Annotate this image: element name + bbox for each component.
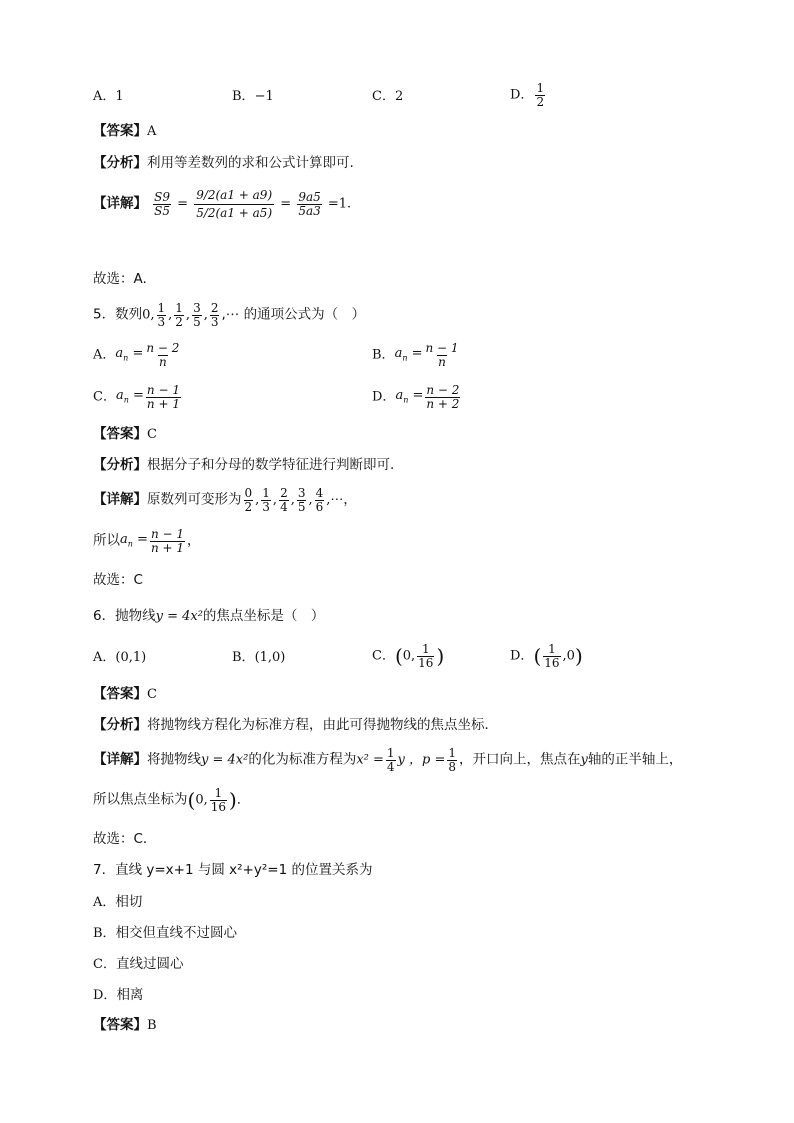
frac-den: 16 (210, 799, 226, 814)
conclusion-text: 故选：C． (93, 831, 157, 847)
stem-prefix: 6．抛物线 (93, 608, 156, 624)
conclusion-text: 故选：A. (93, 271, 147, 287)
frac-den: 4 (280, 499, 288, 514)
q5-option-a: A．$a_n$ = $\frac{n - 2}{n}$ (93, 341, 180, 369)
frac-den: 2 (175, 314, 183, 329)
detail-text: 原数列可变形为 (147, 491, 242, 508)
frac-num: S9 (154, 190, 170, 204)
seq-start: 0, (142, 307, 155, 323)
frac-den: 4 (386, 759, 395, 774)
frac-num: n − 2 (426, 383, 460, 397)
q6-option-a (93, 651, 146, 664)
frac-num: 1 (536, 81, 545, 95)
answer-tag: 【答案】 (93, 1017, 147, 1033)
option-letter: C． (93, 389, 116, 405)
frac-den: 5/2(a1 + a5) (196, 205, 273, 220)
option-value: ,0 (562, 648, 575, 664)
frac-den: 5a3 (298, 203, 321, 218)
q5-option-d: D．$a_n$ = $\frac{n - 2}{n + 2}$ (372, 383, 460, 411)
q6-detail (93, 747, 682, 773)
option-letter: C． (372, 89, 395, 104)
detail-frac-2 (261, 487, 271, 513)
frac-den: 5 (297, 499, 306, 514)
detail-axis: y (580, 752, 588, 768)
frac-num: 1 (548, 642, 556, 656)
line2-value: 0, (195, 792, 208, 808)
q6-line2: 所以焦点坐标为(0, $\frac{1}{16}$ )． (93, 786, 250, 814)
analysis-text: 利用等差数列的求和公式计算即可. (147, 155, 354, 171)
frac-num: n − 1 (425, 341, 459, 355)
q4-option-d (510, 82, 547, 108)
frac-den: 2 (244, 499, 253, 514)
line2-fraction (210, 787, 227, 813)
detail-text: ，开口向上，焦点在 (459, 751, 581, 768)
q5-so-line: 所以$a_n$ = $\frac{n - 1}{n + 1}$ ， (93, 527, 201, 555)
q4-analysis (93, 157, 354, 171)
option-value: 1 (115, 89, 124, 104)
option-letter: D． (510, 87, 534, 103)
option-text: 相离 (116, 987, 144, 1003)
q5-stem: 5．数列0, $\frac{1}{3}$ , $\frac{1}{2}$ , $\frac{3}{5}$ , $\frac{2}{3}$ ,⋯ 的通项公式为（ ） (93, 301, 366, 329)
seq-frac-3 (192, 302, 202, 328)
q4-conclusion (93, 273, 147, 287)
stem-text: 7．直线 y=x+1 与圆 x²+y²=1 的位置关系为 (93, 862, 373, 878)
analysis-text: 将抛物线方程化为标准方程，由此可得抛物线的焦点坐标． (147, 717, 498, 733)
detail-frac-5 (315, 487, 325, 513)
detail-text: 将抛物线 (147, 751, 201, 768)
option-letter: A． (93, 895, 116, 910)
so-fraction (150, 528, 185, 554)
option-fraction (425, 384, 460, 410)
option-fraction (535, 82, 545, 108)
frac-den: n + 1 (146, 396, 180, 411)
q6-answer (93, 688, 157, 702)
option-letter: A． (93, 89, 116, 104)
frac-num: 1 (214, 786, 223, 800)
option-letter: D． (372, 389, 396, 405)
q5-conclusion (93, 574, 143, 588)
option-text: 直线过圆心 (115, 956, 184, 972)
answer-tag: 【答案】 (93, 686, 147, 702)
analysis-tag: 【分析】 (93, 717, 147, 733)
detail-frac-1 (244, 487, 254, 513)
q7-option-b (93, 927, 237, 941)
frac-num: n − 2 (146, 341, 180, 355)
answer-tag: 【答案】 (93, 123, 147, 139)
detail-text: 的化为标准方程为 (248, 751, 357, 768)
detail-equation: y = 4x² (201, 752, 249, 768)
q7-option-a (93, 896, 142, 910)
q5-analysis (93, 459, 394, 473)
q7-option-c (93, 958, 183, 972)
detail-tag: 【详解】 (93, 195, 147, 212)
answer-value: C (147, 427, 157, 442)
frac-den: 3 (210, 314, 219, 329)
conclusion-text: 故选：C (93, 572, 143, 588)
q4-option-b (232, 90, 274, 103)
option-letter: B． (372, 347, 395, 363)
q5-detail: 【详解】原数列可变形为 $\frac{0}{2}$ , $\frac{1}{3}$ , $\frac{2}{4}$ , $\frac{3}{5}$ , $\frac{4}{6}$ ,⋯， (93, 486, 357, 514)
detail-tag: 【详解】 (93, 491, 147, 508)
frac-den: 3 (157, 314, 166, 329)
frac-num: 4 (315, 486, 324, 500)
detail-rhs-fraction (297, 191, 321, 217)
seq-frac-2 (174, 302, 184, 328)
detail-frac-2 (447, 747, 457, 773)
frac-den: 2 (536, 94, 545, 109)
frac-num: 2 (210, 301, 219, 315)
frac-num: 1 (421, 642, 430, 656)
answer-value: B (147, 1018, 157, 1033)
option-fraction (425, 342, 460, 368)
frac-num: 1 (386, 746, 395, 760)
option-value: (1,0) (254, 650, 286, 665)
q6-analysis (93, 719, 498, 733)
q5-answer (93, 428, 157, 442)
option-letter: B． (232, 89, 255, 104)
answer-value: A (147, 124, 157, 139)
frac-num: n − 1 (150, 527, 184, 541)
option-value: 2 (394, 89, 404, 104)
option-fraction (146, 384, 181, 410)
frac-den: 3 (262, 499, 270, 514)
option-value: 0, (402, 648, 416, 664)
frac-num: 3 (297, 486, 306, 500)
q4-answer (93, 125, 156, 139)
option-letter: B． (93, 926, 116, 941)
frac-den: 16 (544, 655, 560, 670)
stem-suffix: ,⋯ 的通项公式为（ ） (221, 306, 366, 323)
detail-frac-3 (279, 487, 289, 513)
frac-den: n + 1 (150, 540, 184, 555)
q4-option-c (372, 90, 403, 103)
option-fraction (145, 342, 180, 368)
frac-num: 0 (244, 486, 253, 500)
option-text: 相交但直线不过圆心 (115, 925, 238, 941)
option-fraction (543, 643, 560, 669)
q5-option-b: B．$a_n$ = $\frac{n - 1}{n}$ (372, 341, 459, 369)
q6-option-c: C．(0, $\frac{1}{16}$ ) (372, 642, 445, 670)
detail-tag: 【详解】 (93, 751, 147, 768)
so-text: 所以 (93, 532, 120, 549)
option-value: −1 (254, 89, 274, 104)
option-letter: A． (93, 650, 116, 665)
seq-frac-1 (157, 302, 167, 328)
detail-equation: y ， (397, 752, 423, 768)
frac-den: n (159, 354, 167, 369)
stem-equation: y = 4x² (155, 609, 203, 624)
frac-den: 8 (448, 759, 457, 774)
stem-prefix: 5．数列 (93, 306, 143, 323)
frac-num: 1 (175, 301, 183, 315)
option-value: (0,1) (115, 650, 147, 665)
option-letter: C． (93, 957, 116, 972)
q4-option-a (93, 90, 124, 103)
detail-result: =1. (327, 196, 352, 212)
q7-option-d (93, 989, 143, 1003)
option-text: 相切 (115, 894, 143, 910)
line2-suffix: ． (236, 792, 250, 808)
frac-den: n + 2 (426, 396, 460, 411)
detail-suffix: ,⋯， (326, 492, 357, 508)
stem-suffix: 的焦点坐标是（ ） (202, 608, 325, 624)
option-fraction (417, 643, 434, 669)
frac-num: n − 1 (146, 383, 180, 397)
q6-conclusion (93, 833, 156, 847)
detail-p: p = (422, 752, 446, 768)
q6-stem (93, 610, 324, 624)
detail-equation: x² = (356, 752, 384, 768)
frac-num: 2 (280, 486, 288, 500)
frac-num: 1 (157, 301, 166, 315)
frac-num: 1 (448, 746, 457, 760)
detail-text: 轴的正半轴上， (587, 751, 683, 768)
frac-den: n (438, 354, 446, 369)
seq-frac-4 (210, 302, 220, 328)
analysis-tag: 【分析】 (93, 155, 147, 171)
option-letter: D． (510, 648, 534, 664)
option-letter: A． (93, 347, 116, 363)
frac-den: 5 (193, 314, 201, 329)
q6-option-b (232, 651, 285, 664)
option-letter: D． (93, 988, 117, 1003)
frac-num: 9a5 (298, 190, 321, 204)
answer-value: C (147, 687, 157, 702)
so-suffix: ， (187, 533, 201, 549)
analysis-text: 根据分子和分母的数学特征进行判断即可. (147, 457, 395, 473)
frac-den: 16 (418, 655, 434, 670)
option-letter: B． (232, 650, 255, 665)
frac-den: 6 (315, 499, 324, 514)
q4-detail: 【详解】 $\frac{S9}{S5}$ = $\frac{9/2(a1 + a9)}{5/2(a1 + a5)}$ = $\frac{9a5}{5a3}$ =1. (93, 188, 352, 220)
detail-frac-4 (297, 487, 307, 513)
q7-stem (93, 864, 372, 878)
q6-option-d: D．( $\frac{1}{16}$ ,0) (510, 642, 583, 670)
analysis-tag: 【分析】 (93, 457, 147, 473)
frac-num: 1 (262, 486, 270, 500)
q7-answer (93, 1019, 157, 1033)
detail-mid-fraction (194, 187, 274, 221)
q5-option-c: C．$a_n$ = $\frac{n - 1}{n + 1}$ (93, 383, 180, 411)
detail-lhs-fraction (153, 191, 171, 217)
frac-den: S5 (154, 203, 170, 218)
option-letter: C． (372, 648, 395, 664)
frac-num: 9/2(a1 + a9) (196, 188, 273, 202)
frac-num: 3 (193, 301, 201, 315)
detail-frac-1 (386, 747, 396, 773)
line2-text: 所以焦点坐标为 (93, 791, 188, 808)
answer-tag: 【答案】 (93, 426, 147, 442)
